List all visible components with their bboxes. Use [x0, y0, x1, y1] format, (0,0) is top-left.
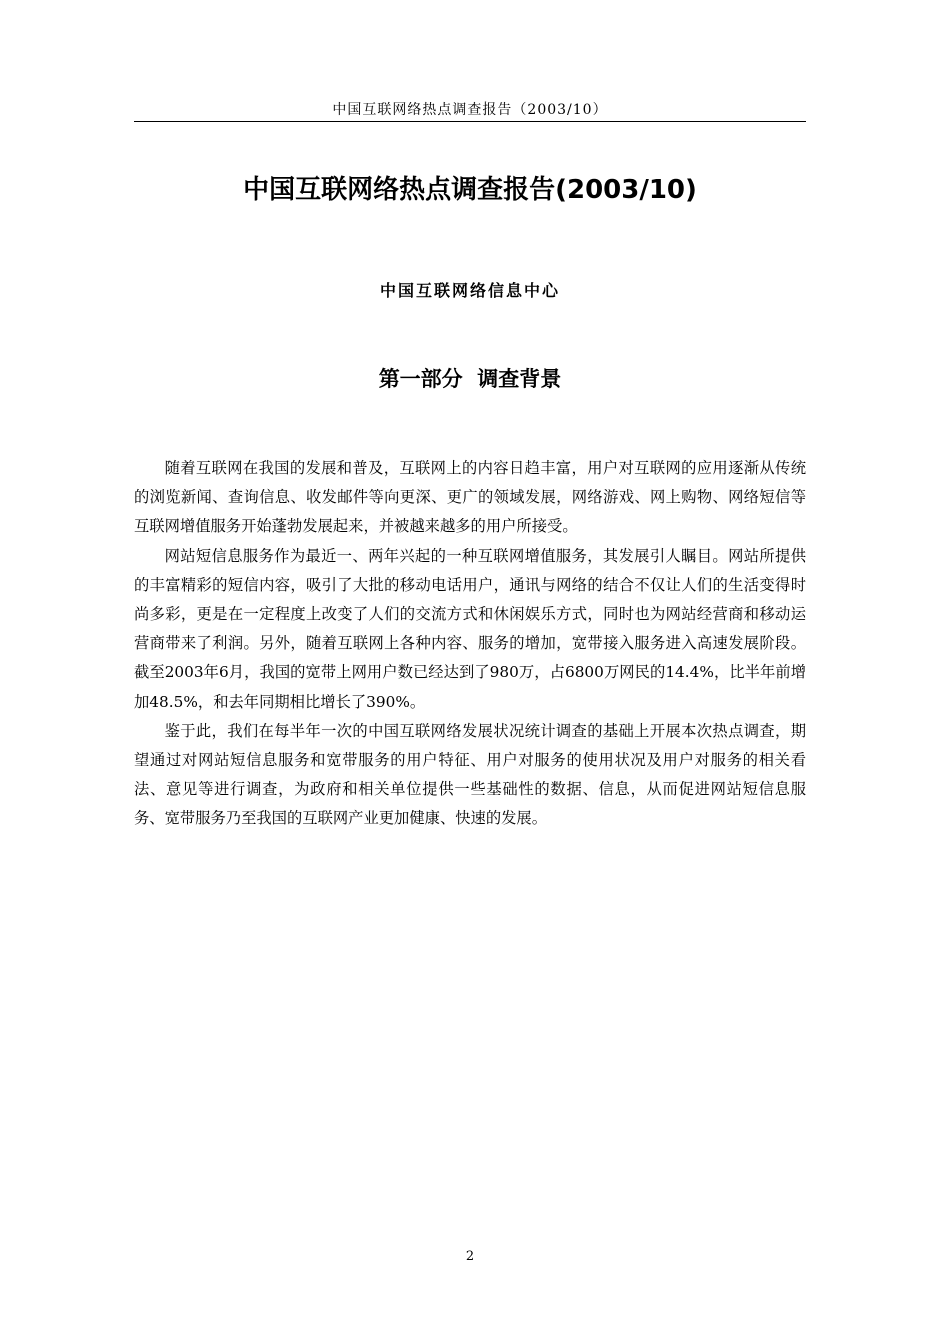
paragraph: 网站短信息服务作为最近一、两年兴起的一种互联网增值服务，其发展引人瞩目。网站所提供的丰富精彩的短信内容，吸引了大批的移动电话用户，通讯与网络的结合不仅让人们的生活变得时尚多彩，更是在一定程度上改变了人们的交流方式和休闲娱乐方式，同时也为网站经营商和移动运营商带来了利润。另外，随着互联网上各种内容、服务的增加，宽带接入服务进入高速发展阶段。截至2003年6月，我国的宽带上网用户数已经达到了980万，占6800万网民的14.4%，比半年前增加48.5%，和去年同期相比增长了390%。: [134, 546, 806, 711]
paragraph: 随着互联网在我国的发展和普及，互联网上的内容日趋丰富，用户对互联网的应用逐渐从传统的浏览新闻、查询信息、收发邮件等向更深、更广的领域发展，网络游戏、网上购物、网络短信等互联网增值服务开始蓬勃发展起来，并被越来越多的用户所接受。: [134, 459, 806, 536]
page-number: 2: [465, 1249, 475, 1264]
document-title: 中国互联网络热点调查报告(2003/10): [243, 175, 697, 205]
paragraph: 鉴于此，我们在每半年一次的中国互联网络发展状况统计调查的基础上开展本次热点调查，期望通过对网站短信息服务和宽带服务的用户特征、用户对服务的使用状况及用户对服务的相关看法、意见等进行调查，为政府和相关单位提供一些基础性的数据、信息，从而促进网站短信息服务、宽带服务乃至我国的互联网产业更加健康、快速的发展。: [134, 721, 806, 828]
section-heading: 第一部分 调查背景: [378, 367, 562, 391]
header-rule: [134, 121, 806, 122]
organization-name: 中国互联网络信息中心: [379, 281, 560, 300]
body-text: [134, 454, 806, 834]
running-header: 中国互联网络热点调查报告（2003/10）: [332, 102, 608, 118]
